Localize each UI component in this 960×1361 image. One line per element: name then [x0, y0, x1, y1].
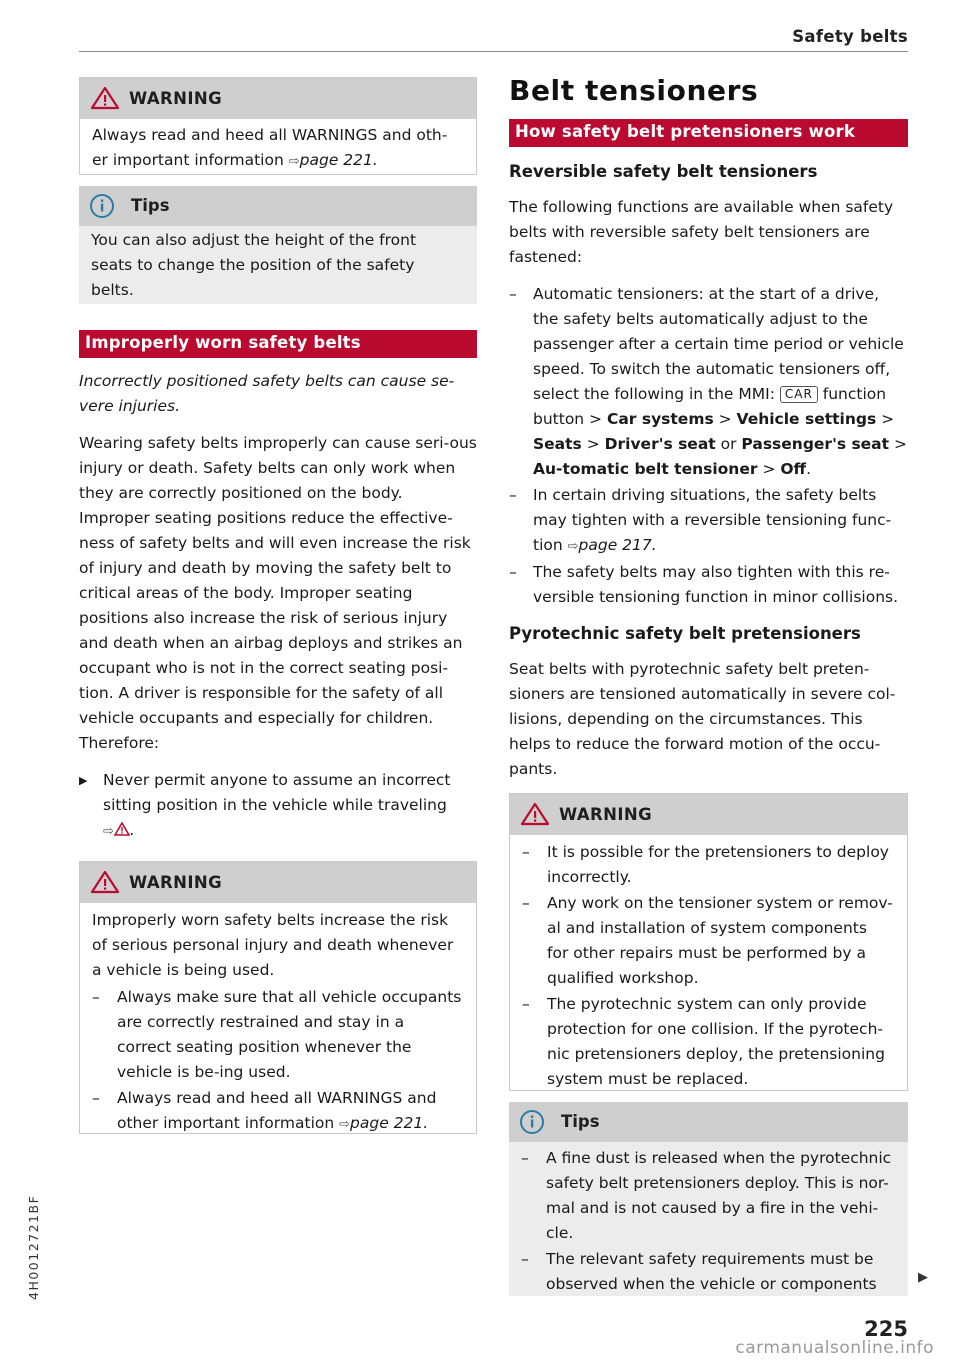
page-number: 225 [864, 1317, 908, 1341]
page-reference[interactable]: ⇨page 217. [567, 536, 657, 554]
section-body [79, 369, 477, 844]
watermark: carmanualsonline.info [735, 1338, 934, 1358]
warning-reference[interactable]: ⇨ . [103, 821, 135, 839]
tips-box-header [79, 186, 477, 226]
list-item: – It is possible for the pretensioners to deploy incorrectly. [522, 840, 893, 890]
list-item: – Always make sure that all vehicle occupants are correctly restrained and stay in a correct seating position whenever the vehicle is be-ing used. [92, 985, 462, 1085]
tips-box-header [509, 1102, 908, 1142]
page-reference[interactable]: ⇨page 221. [339, 1114, 429, 1132]
warning-box-body [80, 903, 476, 1145]
page-header-title: Safety belts [792, 27, 908, 46]
warning-box-header [80, 862, 476, 903]
section-title: Improperly worn safety belts [85, 333, 361, 352]
section-paragraph: Wearing safety belts improperly can cause seri-ous injury or death. Safety belts can only work when they are correctly positioned on the body. Improper seating positions reduce the effective-ness of safety belts and will even increase the risk of injury and death by moving the safety belt to critical areas of the body. Improper seating positions also increase the risk of serious injury and death when an airbag deploys and strikes an occupant who is not in the correct seating posi-tion. A driver is responsible for the safety of all vehicle occupants and especially for children. Therefore: [79, 434, 477, 752]
tips-list [521, 1146, 896, 1297]
tips-box-1 [79, 186, 477, 304]
menu-path-item: Car systems [606, 410, 714, 428]
menu-path-item: Driver's seat [604, 435, 716, 453]
arrow-right-icon: ⇨ [103, 824, 114, 839]
menu-path-item: Au-tomatic belt tensioner [533, 460, 758, 478]
arrow-right-icon: ⇨ [339, 1117, 351, 1132]
list-item: – In certain driving situations, the safety belts may tighten with a reversible tensioning func-tion ⇨page 217. [509, 483, 908, 559]
list-item: – The relevant safety requirements must be observed when the vehicle or components [521, 1247, 896, 1297]
reversible-list [509, 282, 908, 610]
menu-path-item: Vehicle settings [736, 410, 877, 428]
pyro-text: Seat belts with pyrotechnic safety belt preten-sioners are tensioned automatically in severe col-lisions, depending on the circumstances. This helps to reduce the forward motion of the occu-pants. [509, 660, 896, 778]
warning-box-body [510, 835, 907, 1100]
header-rule [79, 51, 908, 52]
section-title-bar [509, 119, 908, 147]
arrow-right-icon: ⇨ [567, 539, 579, 554]
section-title-bar [79, 330, 477, 358]
continue-arrow-icon: ▶ [918, 1270, 928, 1285]
car-button-icon: CAR [780, 386, 818, 403]
warning-box-header [510, 794, 907, 835]
list-item: – A fine dust is released when the pyrotechnic safety belt pretensioners deploy. This is nor-mal and is not caused by a fire in the vehi-cle. [521, 1146, 896, 1246]
tips-box-body: You can also adjust the height of the front seats to change the position of the safety belts. [91, 231, 417, 299]
warning-box-body [80, 119, 476, 182]
triangle-bullet-icon: ▶ [79, 774, 88, 787]
list-item: – The pyrotechnic system can only provide protection for one collision. If the pyrotech-nic pretensioners deploy, the pretensioning system must be replaced. [522, 992, 893, 1092]
warning-box-2 [79, 861, 477, 1134]
document-code: 4H0012721BF [26, 1194, 41, 1300]
list-item: – Automatic tensioners: at the start of a drive, the safety belts automatically adjust to the passenger after a certain time period or vehicle speed. To switch the automatic tensioners off, select the following in the MMI: CAR function button > Car systems > Vehicle settings > Seats > Driver's seat or Passenger's seat > Au-tomatic belt tensioner > Off. [509, 282, 908, 482]
list-item: – The safety belts may also tighten with this re-versible tensioning function in minor collisions. [509, 560, 908, 610]
list-item: – Any work on the tensioner system or remov-al and installation of system components for other repairs must be performed by a qualified workshop. [522, 891, 893, 991]
info-icon [89, 193, 115, 219]
section-title: How safety belt pretensioners work [515, 122, 856, 141]
menu-path-item: Passenger's seat [741, 435, 890, 453]
warning-intro: Improperly worn safety belts increase the risk of serious personal injury and death whenever a vehicle is being used. [92, 911, 454, 979]
tips-box-2 [509, 1102, 908, 1296]
warning-box-header [80, 78, 476, 119]
warning-triangle-icon [114, 822, 130, 836]
reversible-intro: The following functions are available when safety belts with reversible safety belt tensioners are fastened: [509, 198, 894, 266]
instruction-item [79, 768, 477, 844]
tips-label: Tips [561, 1112, 600, 1131]
warning-label: WARNING [129, 89, 223, 108]
warning-label: WARNING [129, 873, 223, 892]
reversible-body [509, 195, 908, 610]
menu-path-item: Off [780, 460, 807, 478]
warning-triangle-icon [90, 86, 120, 110]
info-icon [519, 1109, 545, 1135]
warning-list [522, 840, 893, 1092]
warning-text: Always read and heed all WARNINGS and oth-er important information [92, 126, 448, 169]
page-reference[interactable]: ⇨page 221. [288, 151, 378, 169]
menu-path-item: Seats [533, 435, 582, 453]
list-item: – Always read and heed all WARNINGS and other important information ⇨page 221. [92, 1086, 462, 1137]
warning-list [92, 985, 462, 1137]
arrow-right-icon: ⇨ [288, 154, 300, 169]
section-intro: Incorrectly positioned safety belts can cause se-vere injuries. [79, 372, 455, 415]
tips-box-body [509, 1142, 908, 1307]
subsection-heading: Reversible safety belt tensioners [509, 162, 818, 181]
subsection-heading: Pyrotechnic safety belt pretensioners [509, 624, 861, 643]
warning-box-1 [79, 77, 477, 175]
page-title: Belt tensioners [509, 74, 759, 107]
warning-triangle-icon [90, 870, 120, 894]
warning-label: WARNING [559, 805, 653, 824]
warning-box-3 [509, 793, 908, 1091]
instruction-text: Never permit anyone to assume an incorrect sitting position in the vehicle while traveling [103, 771, 451, 814]
warning-triangle-icon [520, 802, 550, 826]
tips-label: Tips [131, 196, 170, 215]
